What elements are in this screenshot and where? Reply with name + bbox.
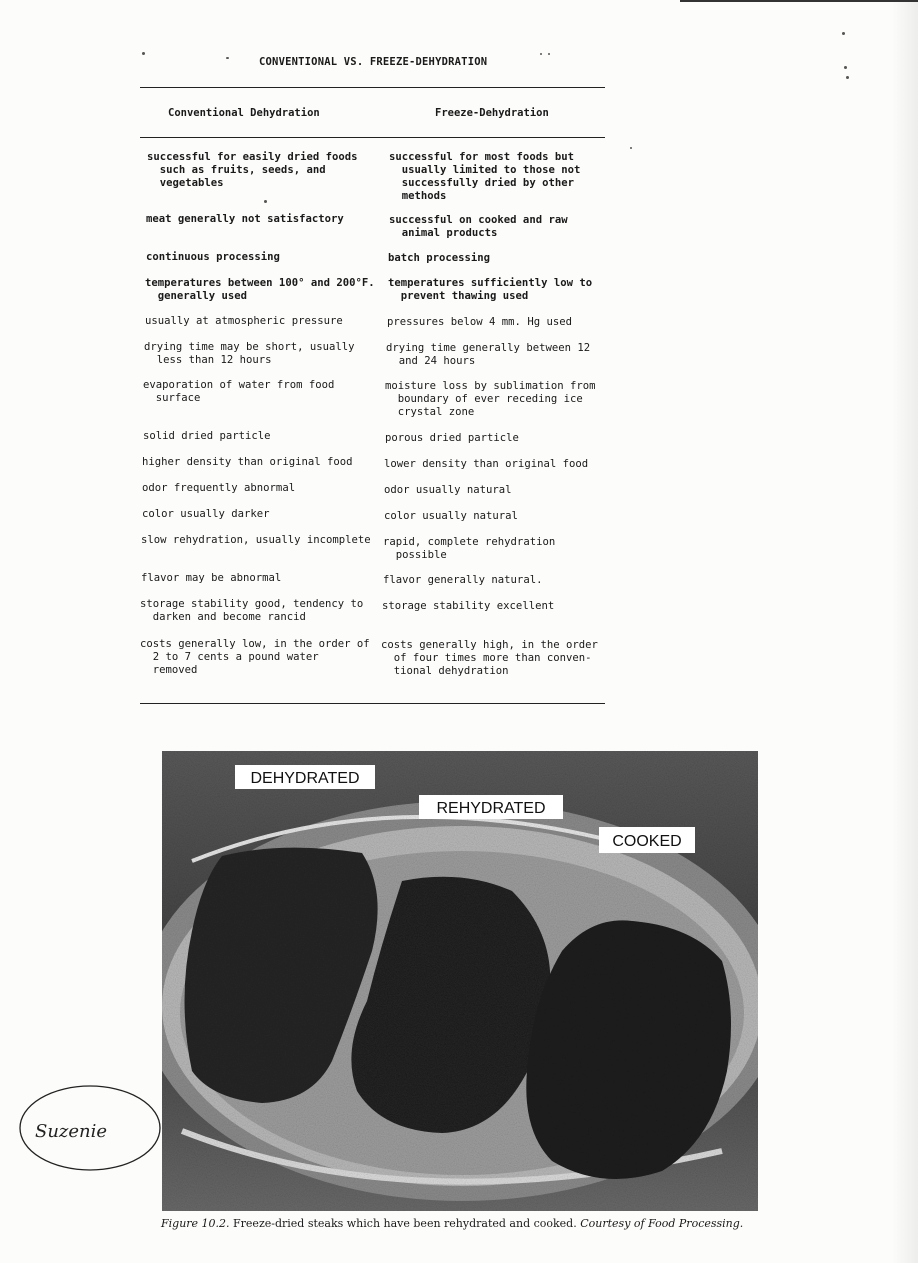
table-cell-conventional: storage stability good, tendency to darken and become rancid: [140, 598, 364, 623]
svg-text:DEHYDRATED: DEHYDRATED: [250, 770, 360, 787]
table-cell-conventional: costs generally low, in the order of 2 to 7 cents a pound water removed: [140, 638, 370, 676]
scan-top-line: [680, 0, 918, 2]
table-cell-freeze: batch processing: [388, 252, 491, 264]
photo-label-dehydrated: [235, 765, 375, 789]
table-cell-freeze: temperatures sufficiently low to prevent thawing used: [388, 277, 593, 302]
table-top-rule: [140, 87, 605, 88]
table-cell-conventional: temperatures between 100° and 200°F. generally used: [145, 277, 375, 302]
table-cell-freeze: storage stability excellent: [382, 600, 555, 612]
column-header-conventional: Conventional Dehydration: [168, 107, 320, 119]
scan-speck: [842, 32, 845, 35]
table-bottom-rule: [140, 703, 605, 704]
table-cell-freeze: drying time generally between 12 and 24 hours: [386, 342, 591, 367]
table-cell-freeze: successful for most foods but usually limited to those not successfully dried by other methods: [389, 151, 581, 202]
table-cell-conventional: continuous processing: [146, 251, 280, 263]
caption-credit: Courtesy of Food Processing.: [580, 1217, 744, 1230]
table-cell-freeze: costs generally high, in the order of four times more than conven- tional dehydration: [381, 639, 598, 677]
header-rule: [140, 137, 605, 138]
photo-label-rehydrated: [419, 795, 563, 819]
table-cell-freeze: rapid, complete rehydration possible: [383, 536, 556, 561]
table-cell-conventional: meat generally not satisfactory: [146, 213, 344, 225]
table-cell-conventional: solid dried particle: [143, 430, 271, 442]
table-cell-freeze: flavor generally natural.: [383, 574, 543, 586]
table-cell-conventional: slow rehydration, usually incomplete: [141, 534, 371, 546]
caption-text: Freeze-dried steaks which have been rehydrated and cooked.: [229, 1217, 581, 1230]
column-header-freeze: Freeze-Dehydration: [435, 107, 549, 119]
scan-speck: [264, 200, 267, 203]
svg-text:Suzenie: Suzenie: [35, 1121, 108, 1142]
scan-speck: [142, 52, 145, 55]
table-cell-conventional: usually at atmospheric pressure: [145, 315, 343, 327]
table-cell-freeze: lower density than original food: [384, 458, 589, 470]
scan-speck: [846, 76, 849, 79]
table-cell-conventional: higher density than original food: [142, 456, 353, 468]
table-cell-freeze: moisture loss by sublimation from boundary of ever receding ice crystal zone: [385, 380, 596, 418]
photo-label-cooked: [599, 827, 695, 853]
table-cell-freeze: successful on cooked and raw animal products: [389, 214, 568, 239]
svg-text:COOKED: COOKED: [612, 833, 682, 850]
table-cell-conventional: flavor may be abnormal: [141, 572, 282, 584]
steak-photo: [162, 751, 758, 1211]
table-cell-conventional: successful for easily dried foods such as fruits, seeds, and vegetables: [147, 151, 358, 189]
scan-speck: [844, 66, 847, 69]
handwritten-signature: [15, 1080, 165, 1175]
table-cell-freeze: odor usually natural: [384, 484, 512, 496]
table-cell-conventional: color usually darker: [142, 508, 270, 520]
table-cell-conventional: evaporation of water from food surface: [143, 379, 335, 404]
scan-speck: [540, 53, 542, 55]
page-title: CONVENTIONAL VS. FREEZE-DEHYDRATION: [259, 56, 488, 68]
figure-number: Figure 10.2.: [161, 1217, 230, 1230]
page-edge-shadow: [892, 0, 918, 1263]
scan-speck: [548, 53, 550, 55]
figure-caption: [161, 1217, 743, 1230]
table-cell-conventional: drying time may be short, usually less than 12 hours: [144, 341, 355, 366]
table-cell-freeze: color usually natural: [384, 510, 518, 522]
table-cell-freeze: pressures below 4 mm. Hg used: [387, 316, 572, 328]
table-cell-freeze: porous dried particle: [385, 432, 519, 444]
scan-speck: [226, 57, 229, 59]
table-cell-conventional: odor frequently abnormal: [142, 482, 296, 494]
svg-text:REHYDRATED: REHYDRATED: [436, 800, 546, 817]
scan-speck: [630, 147, 632, 149]
